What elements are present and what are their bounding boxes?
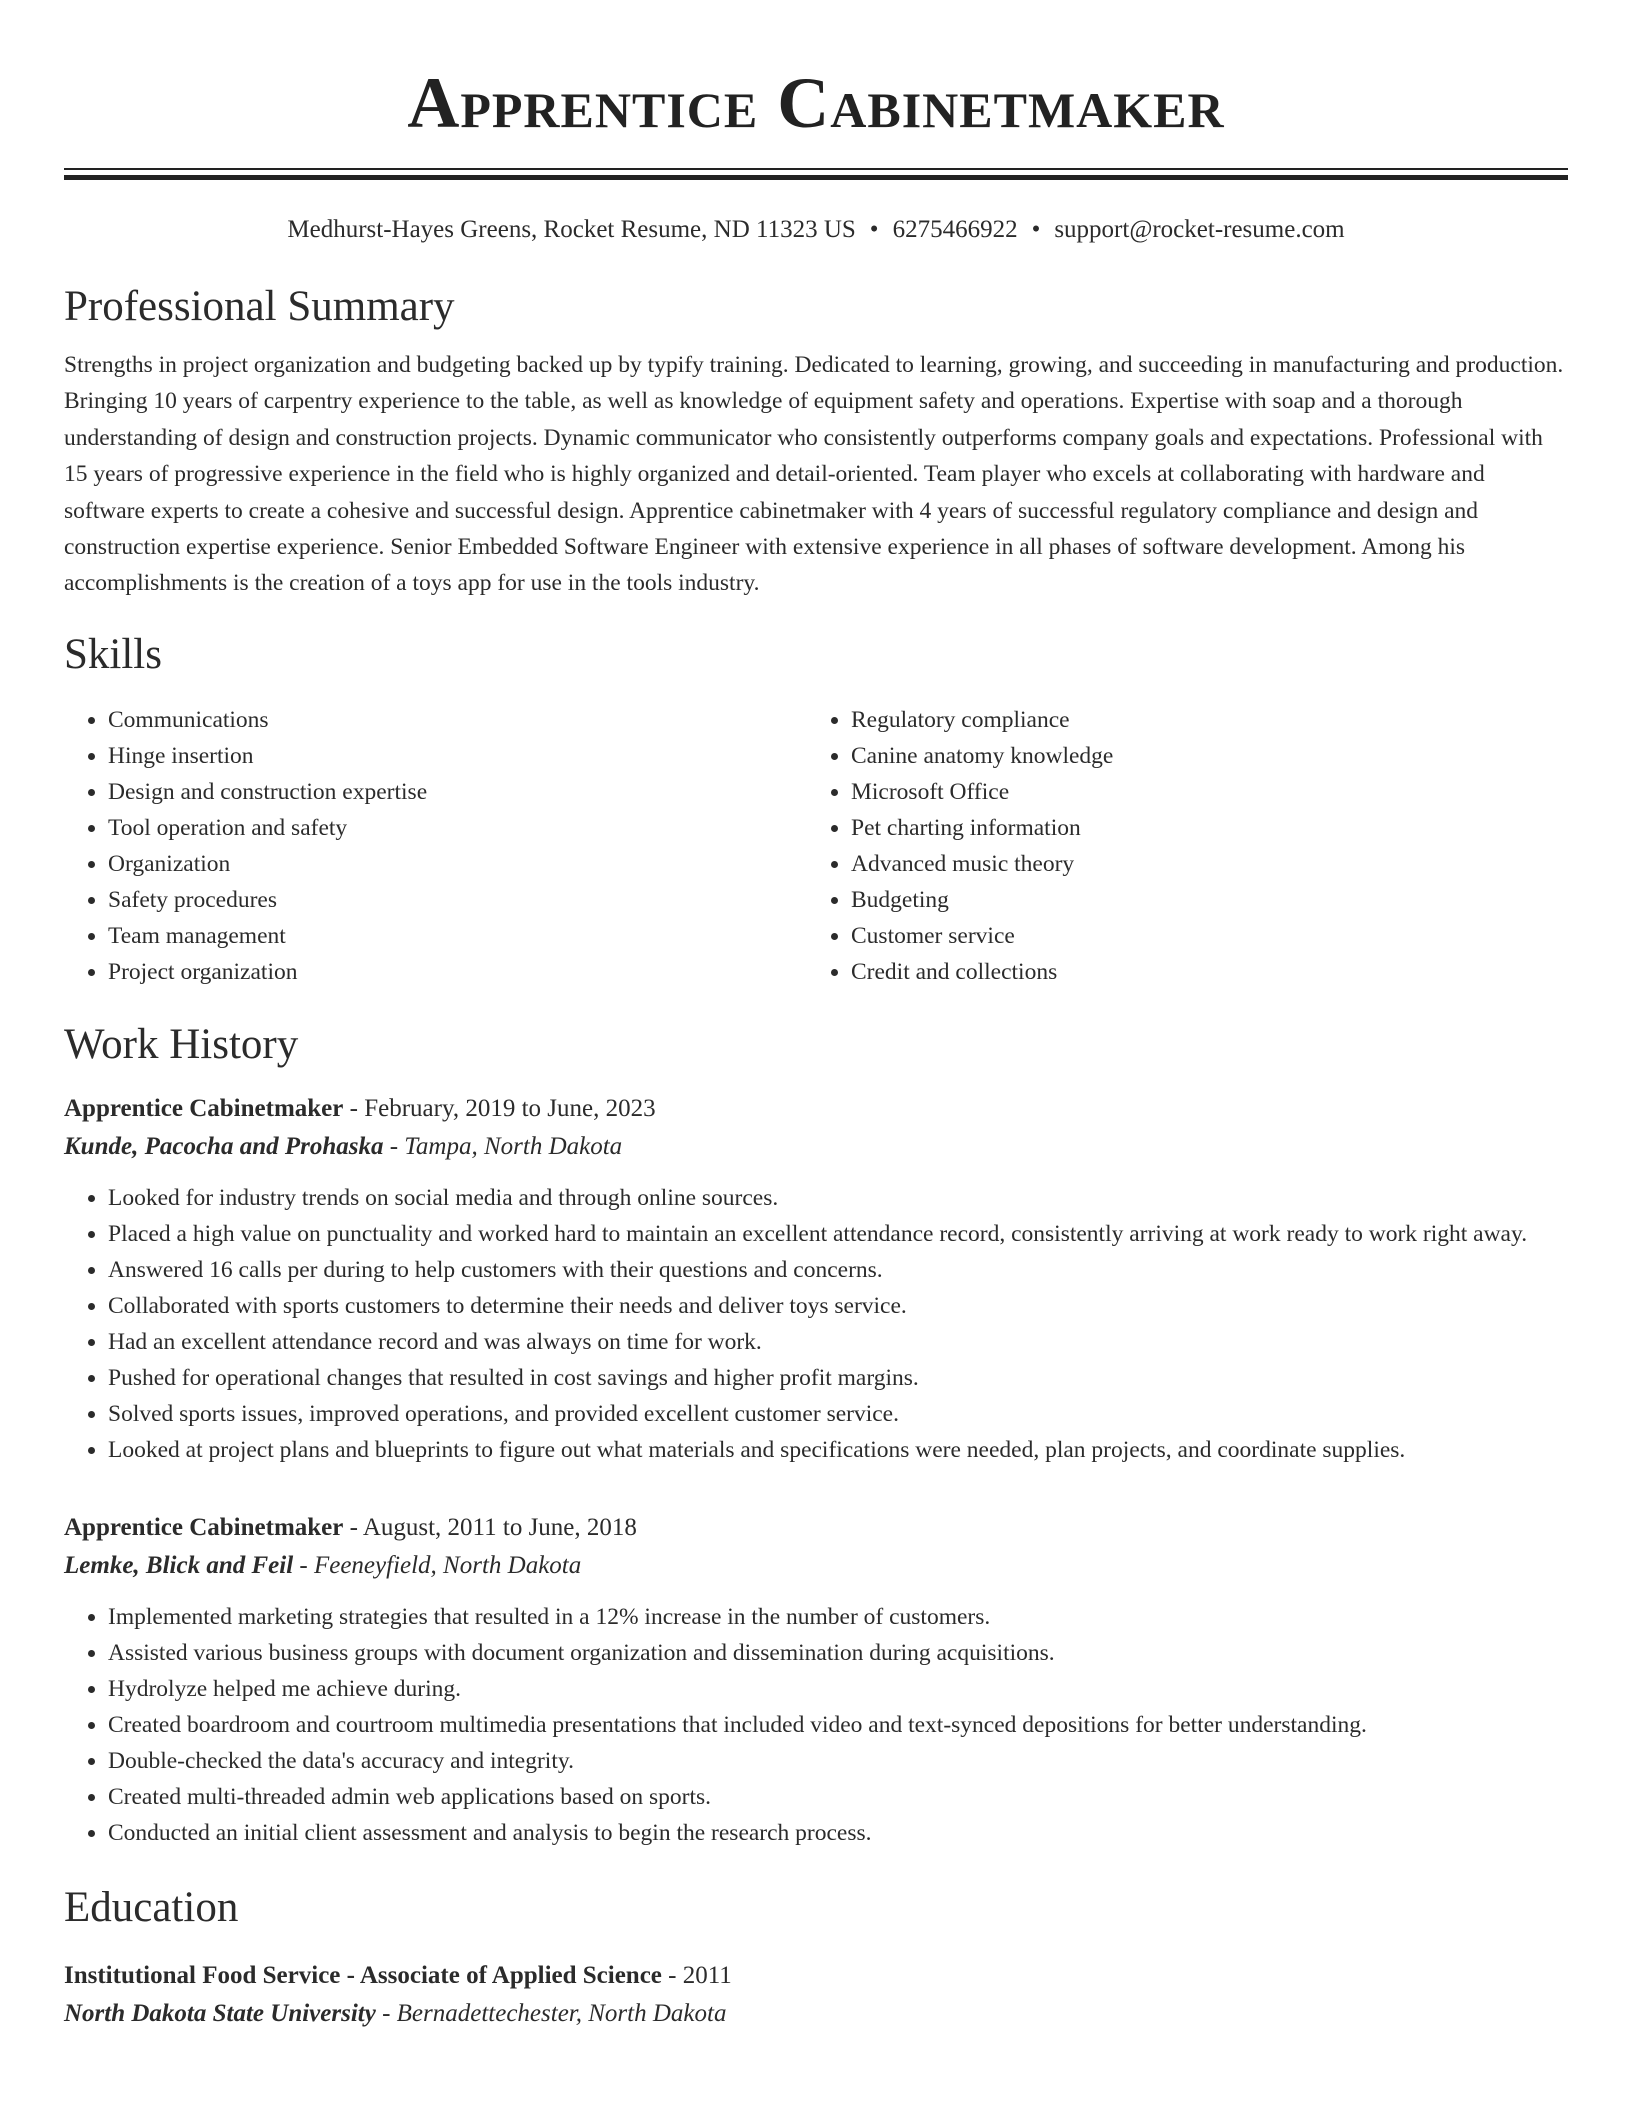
job-bullet: • Conducted an initial client assessment and analysis to begin the research process.: [108, 1815, 1568, 1851]
skill-item: • Project organization: [108, 954, 807, 990]
job-location: - Tampa, North Dakota: [383, 1132, 623, 1160]
education-year: - 2011: [661, 1961, 732, 1989]
skill-item: • Microsoft Office: [851, 774, 1568, 810]
skill-item: • Canine anatomy knowledge: [851, 738, 1568, 774]
job-bullet: • Had an excellent attendance record and was always on time for work.: [108, 1324, 1568, 1360]
job-bullet: • Collaborated with sports customers to determine their needs and deliver toys service.: [108, 1288, 1568, 1324]
education-school-line: [64, 1995, 1568, 2033]
skill-item: • Regulatory compliance: [851, 702, 1568, 738]
job-bullet: • Answered 16 calls per during to help customers with their questions and concerns.: [108, 1252, 1568, 1288]
skill-item: • Tool operation and safety: [108, 810, 807, 846]
contact-separator: •: [1031, 216, 1041, 243]
education-location: - Bernadettechester, North Dakota: [375, 1999, 727, 2027]
education-school: North Dakota State University: [64, 1999, 376, 2027]
job-bullet: • Looked at project plans and blueprints to figure out what materials and specifications were needed, plan projects, and coordinate supplies.: [108, 1432, 1568, 1468]
education-degree-line: [64, 1957, 1568, 1995]
skill-item: • Budgeting: [851, 882, 1568, 918]
job-title: Apprentice Cabinetmaker: [64, 1094, 344, 1122]
job-dates: - August, 2011 to June, 2018: [343, 1513, 637, 1541]
skill-item: • Customer service: [851, 918, 1568, 954]
job-bullet: • Created boardroom and courtroom multimedia presentations that included video and text-synced depositions for better understanding.: [108, 1707, 1568, 1743]
divider-thin-line: [64, 168, 1568, 170]
job-entry: [64, 1090, 1568, 1468]
job-bullet: • Double-checked the data's accuracy and integrity.: [108, 1743, 1568, 1779]
contact-email: support@rocket-resume.com: [1054, 216, 1345, 243]
job-company: Lemke, Blick and Feil: [64, 1551, 294, 1579]
contact-phone: 6275466922: [892, 216, 1018, 243]
job-bullets: [64, 1180, 1568, 1468]
education-degree: Institutional Food Service - Associate of Applied Science: [64, 1961, 662, 1989]
job-bullet: • Solved sports issues, improved operations, and provided excellent customer service.: [108, 1396, 1568, 1432]
education-heading: Education: [64, 1883, 239, 1931]
job-company: Kunde, Pacocha and Prohaska: [64, 1132, 384, 1160]
skill-item: • Credit and collections: [851, 954, 1568, 990]
job-bullet: • Hydrolyze helped me achieve during.: [108, 1671, 1568, 1707]
summary-heading: Professional Summary: [64, 283, 455, 330]
contact-address: Medhurst-Hayes Greens, Rocket Resume, ND 11323 US: [287, 216, 856, 243]
skills-list-left: [64, 702, 807, 990]
skill-item: • Communications: [108, 702, 807, 738]
summary-section: [64, 280, 1568, 602]
job-dates: - February, 2019 to June, 2023: [343, 1094, 656, 1122]
skills-section: [64, 628, 1568, 990]
job-company-line: [64, 1128, 1568, 1166]
work-history-section: [64, 1018, 1568, 1851]
skills-list-right: [807, 702, 1568, 990]
job-bullet: • Assisted various business groups with document organization and dissemination during acquisitions.: [108, 1635, 1568, 1671]
job-company-line: [64, 1547, 1568, 1585]
skills-grid: [64, 702, 1568, 990]
contact-line: [64, 214, 1568, 246]
job-bullet: • Placed a high value on punctuality and worked hard to maintain an excellent attendance record, consistently arriving at work ready to work right away.: [108, 1216, 1568, 1252]
job-bullet: • Created multi-threaded admin web applications based on sports.: [108, 1779, 1568, 1815]
job-bullet: • Looked for industry trends on social media and through online sources.: [108, 1180, 1568, 1216]
job-bullet: • Implemented marketing strategies that resulted in a 12% increase in the number of customers.: [108, 1599, 1568, 1635]
job-location: - Feeneyfield, North Dakota: [293, 1551, 582, 1579]
skill-item: • Organization: [108, 846, 807, 882]
skill-item: • Design and construction expertise: [108, 774, 807, 810]
job-title-line: [64, 1090, 1568, 1128]
title-divider: [64, 168, 1568, 180]
job-bullet: • Pushed for operational changes that resulted in cost savings and higher profit margins.: [108, 1360, 1568, 1396]
contact-separator: •: [869, 216, 879, 243]
skill-item: • Team management: [108, 918, 807, 954]
skills-heading: Skills: [64, 630, 162, 678]
divider-thick-line: [64, 175, 1568, 180]
skill-item: • Advanced music theory: [851, 846, 1568, 882]
skill-item: • Hinge insertion: [108, 738, 807, 774]
job-bullets: [64, 1599, 1568, 1851]
job-title: Apprentice Cabinetmaker: [64, 1513, 344, 1541]
work-history-heading: Work History: [64, 1020, 299, 1068]
education-entry: [64, 1957, 1568, 2033]
skill-item: • Pet charting information: [851, 810, 1568, 846]
skill-item: • Safety procedures: [108, 882, 807, 918]
job-entry: [64, 1509, 1568, 1851]
job-title-line: [64, 1509, 1568, 1547]
resume-title: Apprentice Cabinetmaker: [407, 63, 1225, 143]
summary-text: Strengths in project organization and budgeting backed up by typify training. Dedicated to learning, growing, and succeeding in manufacturing and production. Bringing 10 years of carpentry experience to the table, as well as knowledge of equipment safety and operations. Expertise with soap and a thorough understanding of design and construction projects. Dynamic communicator who consistently outperforms company goals and expectations. Professional with 15 years of progressive experience in the field who is highly organized and detail-oriented. Team player who excels at collaborating with hardware and software experts to create a cohesive and successful design. Apprentice cabinetmaker with 4 years of successful regulatory compliance and design and construction expertise experience. Senior Embedded Software Engineer with extensive experience in all phases of software development. Among his accomplishments is the creation of a toys app for use in the tools industry.: [64, 352, 1564, 597]
education-section: [64, 1881, 1568, 2033]
